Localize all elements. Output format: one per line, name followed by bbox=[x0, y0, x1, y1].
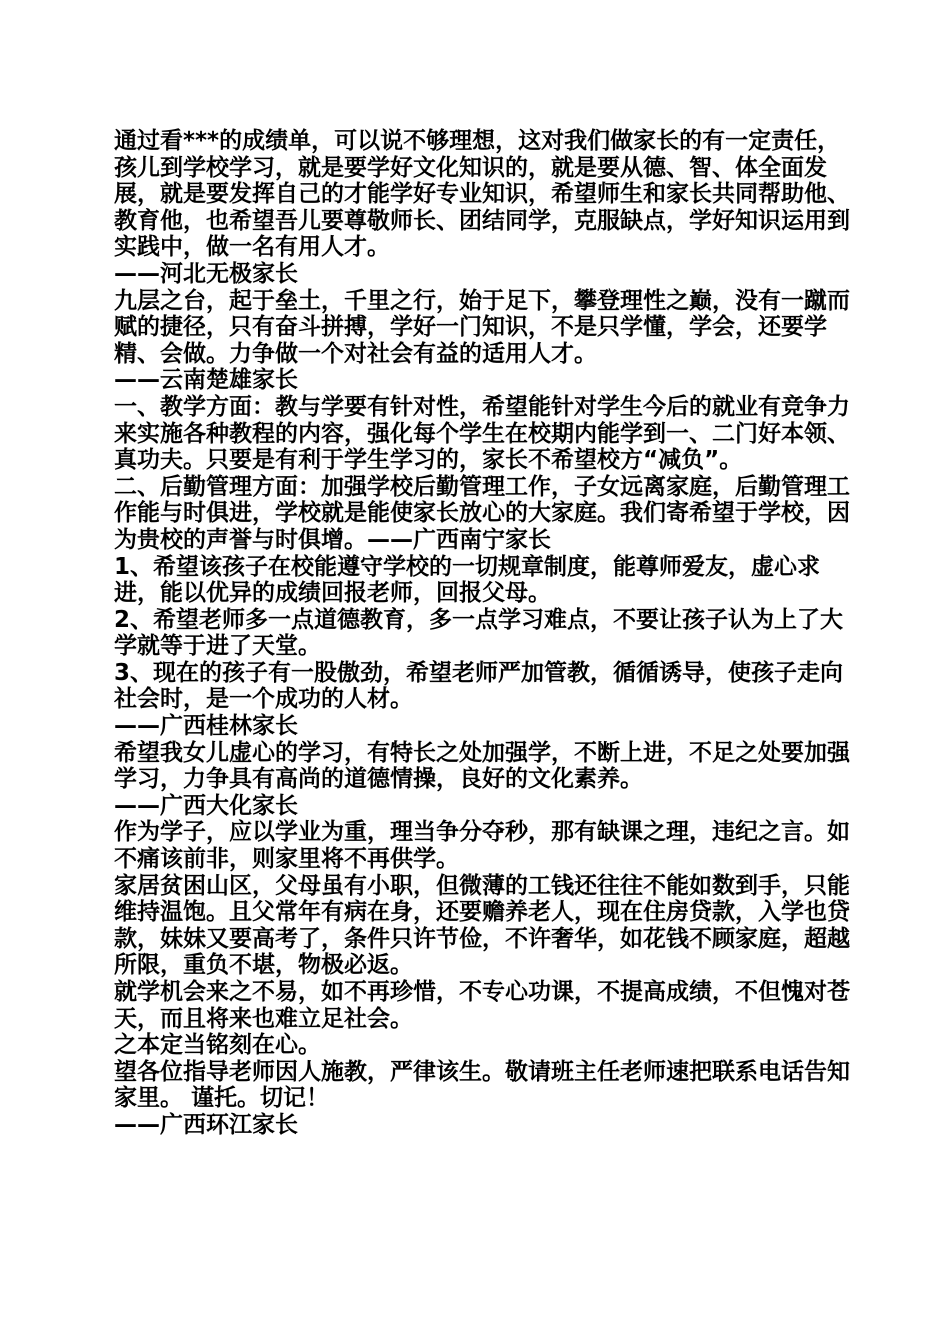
paragraph-item-1: 1、希望该孩子在校能遵守学校的一切规章制度，能尊师爱友，虚心求进，能以优异的成绩回报老师，回报父母。 bbox=[114, 553, 821, 607]
signature-yunnan: ——云南楚雄家长 bbox=[114, 367, 298, 394]
paragraph-item-3: 3、现在的孩子有一股傲劲，希望老师严加管教，循循诱导，使孩子走向社会时，是一个成功的人材。 bbox=[114, 659, 844, 713]
paragraph-daughter: 希望我女儿虚心的学习，有特长之处加强学，不断上进，不足之处要加强学习，力争具有高尚的道德情操，良好的文化素养。 bbox=[114, 739, 850, 793]
signature-guilin: ——广西桂林家长 bbox=[114, 713, 298, 740]
paragraph-family: 家居贫困山区，父母虽有小职，但微薄的工钱还往往不能如数到手，只能维持温饱。且父常年有病在身，还要赡养老人，现在住房贷款，入学也贷款，妹妹又要高考了，条件只许节俭，不许奢华，如花钱不顾家庭，超越所限，重负不堪，物极必返。 bbox=[114, 872, 850, 979]
document-page bbox=[114, 128, 854, 1139]
paragraph-request: 望各位指导老师因人施教，严律该生。敬请班主任老师速把联系电话告知家里。 谨托。切记！ bbox=[114, 1058, 850, 1112]
paragraph-remember: 之本定当铭刻在心。 bbox=[114, 1032, 321, 1059]
paragraph-student: 作为学子，应以学业为重，理当争分夺秒，那有缺课之理，违纪之言。如不痛该前非，则家里将不再供学。 bbox=[114, 819, 850, 873]
paragraph-2: 九层之台，起于垒土，千里之行，始于足下，攀登理性之巅，没有一蹴而赋的捷径，只有奋斗拼搏，学好一门知识，不是只学懂，学会，还要学精、会做。力争做一个对社会有益的适用人才。 bbox=[114, 287, 850, 367]
signature-huanjiang: ——广西环江家长 bbox=[114, 1111, 298, 1138]
paragraph-logistics: 二、后勤管理方面：加强学校后勤管理工作，子女远离家庭，后勤管理工作能与时俱进，学校就是能使家长放心的大家庭。我们寄希望于学校，因为贵校的声誉与时俱增。——广西南宁家长 bbox=[114, 473, 850, 553]
signature-dahua: ——广西大化家长 bbox=[114, 792, 298, 819]
signature-hebei: ——河北无极家长 bbox=[114, 260, 298, 287]
paragraph-1: 通过看***的成绩单，可以说不够理想，这对我们做家长的有一定责任，孩儿到学校学习，就是要学好文化知识的，就是要从德、智、体全面发展，就是要发挥自己的才能学好专业知识，希望师生和家长共同帮助他、教育他，也希望吾儿要尊敬师长、团结同学，克服缺点，学好知识运用到实践中，做一名有用人才。 bbox=[114, 128, 850, 261]
paragraph-opportunity: 就学机会来之不易，如不再珍惜，不专心功课，不提高成绩，不但愧对苍天，而且将来也难立足社会。 bbox=[114, 979, 850, 1032]
paragraph-teaching: 一、教学方面：教与学要有针对性，希望能针对学生今后的就业有竞争力来实施各种教程的内容，强化每个学生在校期内能学到一、二门好本领、真功夫。只要是有利于学生学习的，家长不希望校方“减负”。 bbox=[114, 393, 850, 474]
paragraph-item-2: 2、希望老师多一点道德教育，多一点学习难点，不要让孩子认为上了大学就等于进了天堂。 bbox=[114, 606, 844, 660]
